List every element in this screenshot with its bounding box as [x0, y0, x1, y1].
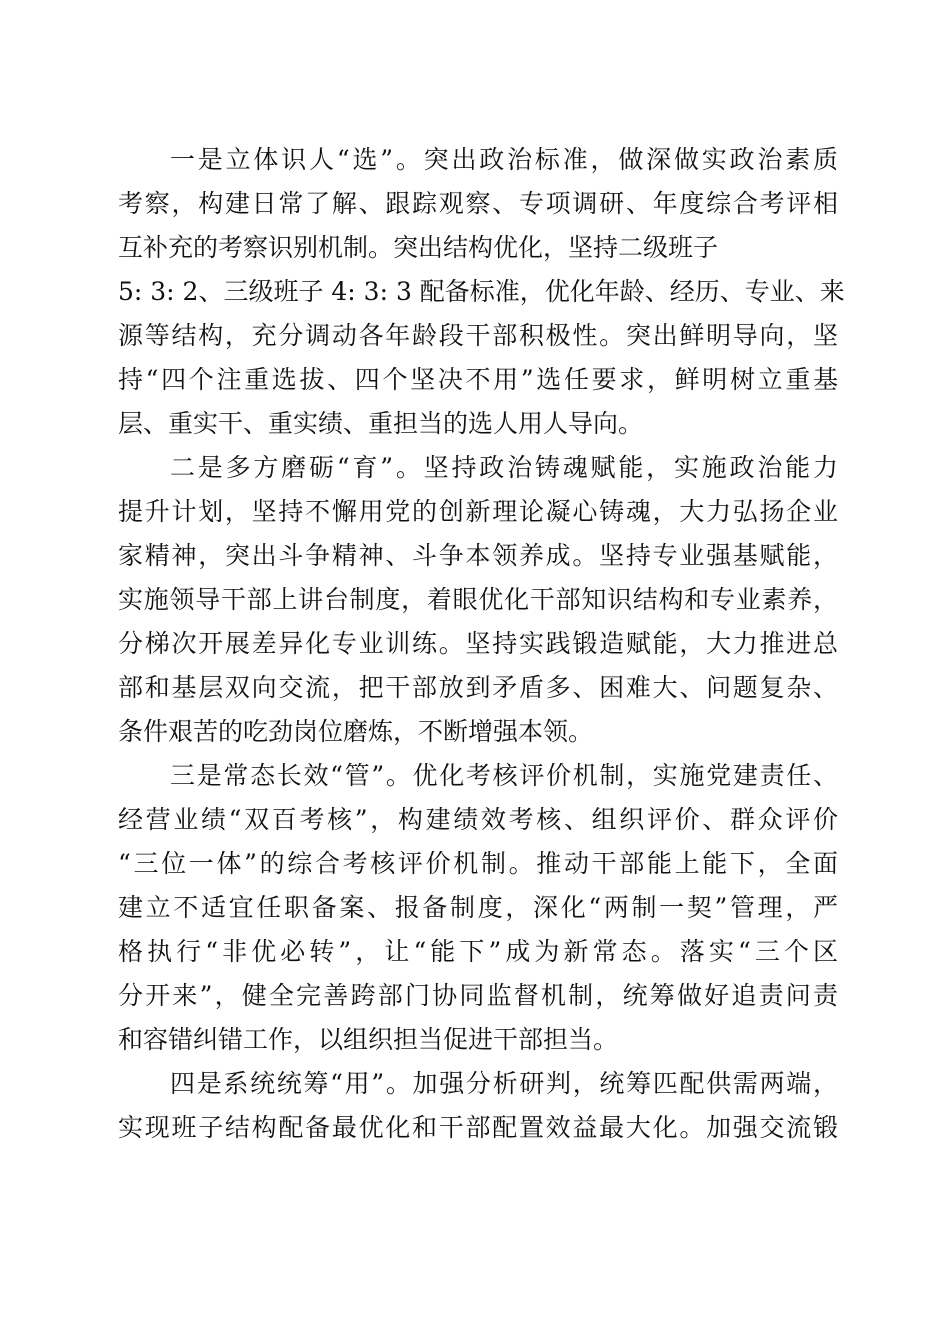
- text-line: 提升计划，坚持不懈用党的创新理论凝心铸魂，大力弘扬企业: [118, 497, 838, 526]
- paragraph-use: [118, 1062, 838, 1150]
- text-line: 建立不适宜任职备案、报备制度，深化“两制一契”管理，严: [118, 893, 838, 922]
- text-line: 三是常态长效“管”。优化考核评价机制，实施党建责任、: [170, 761, 838, 790]
- text-line: 考察，构建日常了解、跟踪观察、专项调研、年度综合考评相: [118, 189, 838, 218]
- text-line: 5: 3: 2、三级班子 4: 3: 3 配备标准，优化年龄、经历、专业、来: [118, 277, 845, 306]
- text-line: 层、重实干、重实绩、重担当的选人用人导向。: [118, 409, 644, 438]
- text-line: 格执行“非优必转”，让“能下”成为新常态。落实“三个区: [118, 937, 838, 966]
- text-line: 条件艰苦的吃劲岗位磨炼，不断增强本领。: [118, 717, 594, 746]
- text-line: 互补充的考察识别机制。突出结构优化，坚持二级班子: [118, 233, 719, 262]
- paragraph-select: [118, 138, 845, 446]
- text-line: 和容错纠错工作，以组织担当促进干部担当。: [118, 1025, 619, 1054]
- text-line: 实施领导干部上讲台制度，着眼优化干部知识结构和专业素养，: [118, 585, 838, 614]
- text-line: 经营业绩“双百考核”，构建绩效考核、组织评价、群众评价: [118, 805, 838, 834]
- text-line: 分梯次开展差异化专业训练。坚持实践锻造赋能，大力推进总: [118, 629, 838, 658]
- paragraph-manage: [118, 754, 838, 1062]
- text-line: 部和基层双向交流，把干部放到矛盾多、困难大、问题复杂、: [118, 673, 838, 702]
- text-line: 一是立体识人“选”。突出政治标准，做深做实政治素质: [170, 145, 838, 174]
- text-line: 四是系统统筹“用”。加强分析研判，统筹匹配供需两端，: [170, 1069, 838, 1098]
- text-line: “三位一体”的综合考核评价机制。推动干部能上能下，全面: [118, 849, 838, 878]
- text-line: 家精神，突出斗争精神、斗争本领养成。坚持专业强基赋能，: [118, 541, 838, 570]
- text-line: 源等结构，充分调动各年龄段干部积极性。突出鲜明导向，坚: [118, 321, 838, 350]
- text-line: 二是多方磨砺“育”。坚持政治铸魂赋能，实施政治能力: [170, 453, 838, 482]
- text-line: 分开来”，健全完善跨部门协同监督机制，统筹做好追责问责: [118, 981, 838, 1010]
- paragraph-cultivate: [118, 446, 838, 754]
- text-line: 持“四个注重选拔、四个坚决不用”选任要求，鲜明树立重基: [118, 365, 838, 394]
- body-text: [118, 138, 845, 1150]
- text-line: 实现班子结构配备最优化和干部配置效益最大化。加强交流锻: [118, 1113, 838, 1142]
